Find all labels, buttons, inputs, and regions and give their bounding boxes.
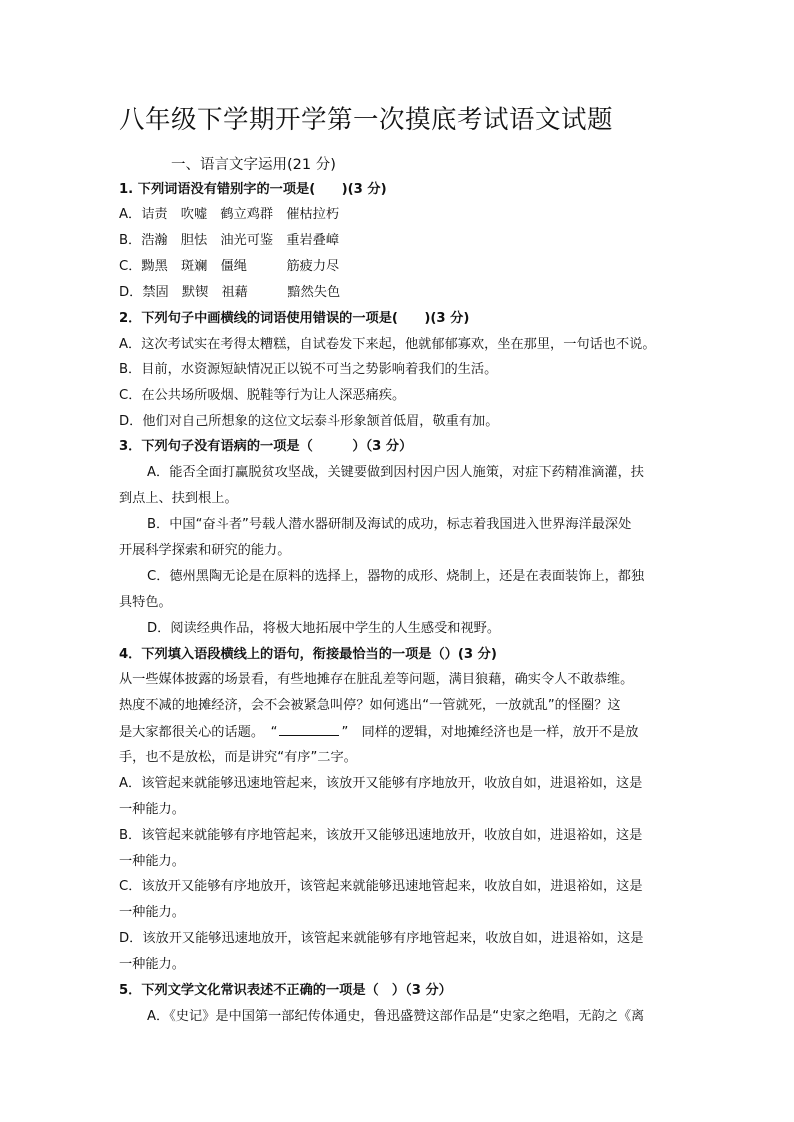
question-3-option-b: B．中国“奋斗者”号载人潜水器研制及海试的成功，标志着我国进入世界海洋最深处	[147, 517, 632, 532]
question-4-passage-line-1: 从一些媒体披露的场景看，有些地摊存在脏乱差等问题，满目狼藉，确实令人不敢恭维。	[119, 672, 634, 687]
question-1-option-a: A．诘责 吹嘘 鹤立鸡群 催枯拉朽	[119, 207, 340, 222]
question-4-option-b: B．该管起来就能够有序地管起来，该放开又能够迅速地放开，收放自如，进退裕如，这是	[119, 828, 643, 843]
question-4-stem: 4．下列填入语段横线上的语句，衔接最恰当的一项是（）(3 分)	[119, 647, 497, 662]
question-3-option-b-cont: 开展科学探索和研究的能力。	[119, 543, 291, 558]
question-1-option-c: C．黝黑 斑斓 僵绳 筋疲力尽	[119, 259, 340, 274]
question-4-option-d: D．该放开又能够迅速地放开，该管起来就能够有序地管起来，收放自如，进退裕如，这是	[119, 931, 644, 946]
passage-text: 是大家都很关心的话题。 “	[119, 725, 278, 740]
question-5-stem: 5．下列文学文化常识表述不正确的一项是（ ）（3 分）	[119, 983, 452, 998]
question-3-option-c-cont: 具特色。	[119, 595, 172, 610]
question-2-stem: 2．下列句子中画横线的词语使用错误的一项是( )(3 分)	[119, 311, 470, 326]
question-3-option-c: C．德州黑陶无论是在原料的选择上，器物的成形、烧制上，还是在表面装饰上，都独	[147, 569, 645, 584]
page-title: 八年级下学期开学第一次摸底考试语文试题	[119, 105, 614, 135]
question-4-option-c: C．该放开又能够有序地放开，该管起来就能够迅速地管起来，收放自如，进退裕如，这是	[119, 879, 643, 894]
question-4-option-a: A．该管起来就能够迅速地管起来，该放开又能够有序地放开，收放自如，进退裕如，这是	[119, 776, 643, 791]
question-5-option-a: A．《史记》是中国第一部纪传体通史，鲁迅盛赞这部作品是“史家之绝唱，无韵之《离	[147, 1009, 645, 1024]
question-4-option-d-cont: 一种能力。	[119, 957, 185, 972]
passage-text: ” 同样的逻辑，对地摊经济也是一样，放开不是放	[341, 725, 639, 740]
question-3-stem: 3．下列句子没有语病的一项是（ ）（3 分）	[119, 439, 413, 454]
question-4-passage-line-4: 手，也不是放松，而是讲究“有序”二字。	[119, 750, 357, 765]
question-4-option-c-cont: 一种能力。	[119, 905, 185, 920]
question-2-option-d: D．他们对自己所想象的这位文坛泰斗形象颔首低眉，敬重有加。	[119, 414, 499, 429]
question-1-option-d: D．禁固 默锲 祖藉 黯然失色	[119, 285, 341, 300]
question-4-passage-line-3	[119, 723, 638, 742]
question-3-option-d: D．阅读经典作品，将极大地拓展中学生的人生感受和视野。	[147, 621, 501, 636]
section-heading: 一、语言文字运用(21 分)	[171, 157, 336, 173]
question-4-option-b-cont: 一种能力。	[119, 854, 185, 869]
question-2-option-a: A．这次考试实在考得太糟糕，自试卷发下来起，他就郁郁寡欢，坐在那里，一句话也不说。	[119, 337, 656, 352]
question-1-option-b: B．浩瀚 胆怯 油光可鉴 重岩叠嶂	[119, 233, 340, 248]
question-4-option-a-cont: 一种能力。	[119, 802, 185, 817]
question-3-option-a: A．能否全面打赢脱贫攻坚战，关键要做到因村因户因人施策，对症下药精准滴灌，扶	[147, 465, 644, 480]
question-3-option-a-cont: 到点上、扶到根上。	[119, 491, 238, 506]
fill-blank	[279, 723, 339, 736]
question-2-option-c: C．在公共场所吸烟、脱鞋等行为让人深恶痛疾。	[119, 388, 406, 403]
question-1-stem: 1. 下列词语没有错别字的一项是( )(3 分)	[119, 182, 387, 197]
question-2-option-b: B．目前，水资源短缺情况正以锐不可当之势影响着我们的生活。	[119, 362, 498, 377]
question-4-passage-line-2: 热度不减的地摊经济，会不会被紧急叫停？如何逃出“一管就死，一放就乱”的怪圈？这	[119, 698, 621, 713]
